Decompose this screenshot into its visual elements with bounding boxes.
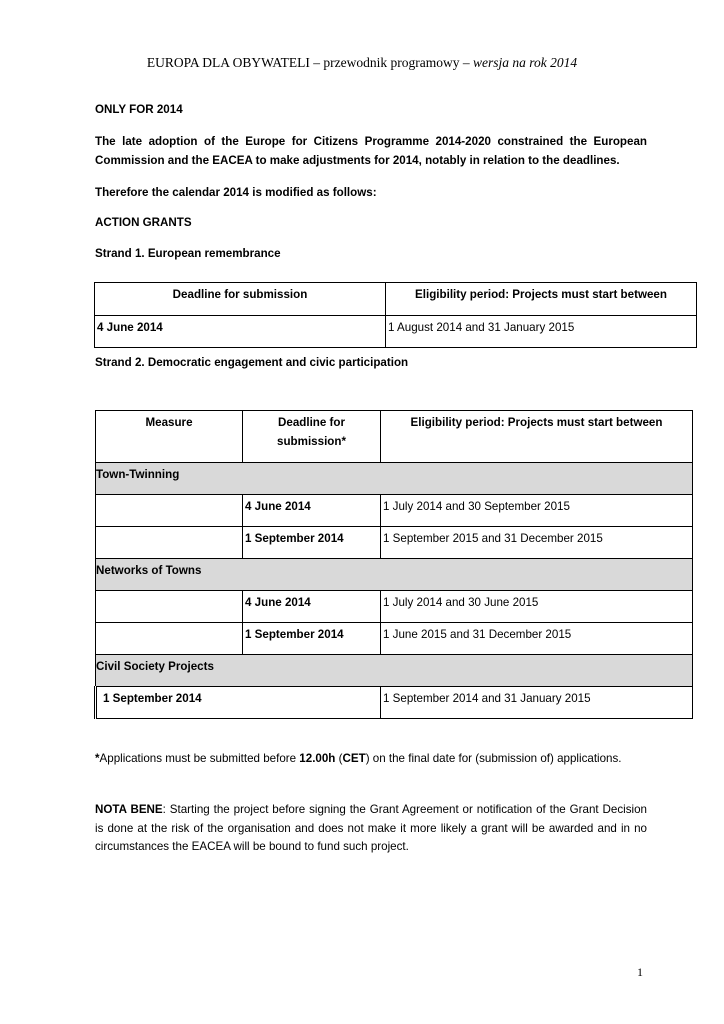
deadline-cell: 4 June 2014 xyxy=(243,591,381,623)
deadline-cell: 1 September 2014 xyxy=(96,687,381,719)
table-row xyxy=(96,623,693,655)
deadline-cell: 4 June 2014 xyxy=(95,316,386,348)
nota-bene: NOTA BENE: Starting the project before signing the Grant Agreement or notification of the Grant Decision is done at the risk of the organisation and does not make it more likely a grant will be awarded and in no circumstances the EACEA will be bound to fund such project. xyxy=(95,803,647,853)
eligibility-cell: 1 September 2014 and 31 January 2015 xyxy=(381,687,693,719)
table-row xyxy=(96,495,693,527)
table-header-cell: Deadline for submission xyxy=(95,283,386,316)
table-header-cell: Eligibility period: Projects must start between xyxy=(386,283,697,316)
group-label: Networks of Towns xyxy=(96,559,693,591)
header-version: wersja na rok 2014 xyxy=(472,55,578,70)
strand1-table xyxy=(94,282,697,348)
group-row xyxy=(96,655,693,687)
only-2014-heading: ONLY FOR 2014 xyxy=(95,103,183,116)
page-number: 1 xyxy=(637,965,643,979)
strand2-heading: Strand 2. Democratic engagement and civic participation xyxy=(95,356,409,369)
footnote: *Applications must be submitted before 12.00h (CET) on the final date for (submission of) applications. xyxy=(95,752,622,765)
group-row xyxy=(96,559,693,591)
table-row xyxy=(96,527,693,559)
group-label: Civil Society Projects xyxy=(96,655,693,687)
table-header-cell: Eligibility period: Projects must start between xyxy=(381,411,693,463)
table-header-cell: Measure xyxy=(96,411,243,463)
eligibility-cell: 1 July 2014 and 30 June 2015 xyxy=(381,591,693,623)
group-label: Town-Twinning xyxy=(96,463,693,495)
table-row xyxy=(96,687,693,719)
header-title: EUROPA DLA OBYWATELI – przewodnik programowy – xyxy=(146,55,473,70)
eligibility-cell: 1 August 2014 and 31 January 2015 xyxy=(386,316,697,348)
nota-bene-label: NOTA BENE xyxy=(95,803,163,816)
eligibility-cell: 1 September 2015 and 31 December 2015 xyxy=(381,527,693,559)
strand2-table xyxy=(94,410,693,719)
table-header-row xyxy=(96,411,693,463)
eligibility-cell: 1 July 2014 and 30 September 2015 xyxy=(381,495,693,527)
eligibility-cell: 1 June 2015 and 31 December 2015 xyxy=(381,623,693,655)
table-row xyxy=(95,316,697,348)
strand1-heading: Strand 1. European remembrance xyxy=(95,247,281,260)
deadline-cell: 1 September 2014 xyxy=(243,623,381,655)
table-header-cell: Deadline for submission* xyxy=(243,411,381,463)
page-header xyxy=(0,55,724,71)
table-header-row xyxy=(95,283,697,316)
action-grants-heading: ACTION GRANTS xyxy=(95,216,192,229)
group-row xyxy=(96,463,693,495)
intro-paragraph: The late adoption of the Europe for Citizens Programme 2014-2020 constrained the European Commission and the EACEA to make adjustments for 2014, notably in relation to the deadlines. xyxy=(95,135,647,167)
table-row xyxy=(96,591,693,623)
calendar-note: Therefore the calendar 2014 is modified as follows: xyxy=(95,186,377,199)
deadline-cell: 4 June 2014 xyxy=(243,495,381,527)
deadline-cell: 1 September 2014 xyxy=(243,527,381,559)
